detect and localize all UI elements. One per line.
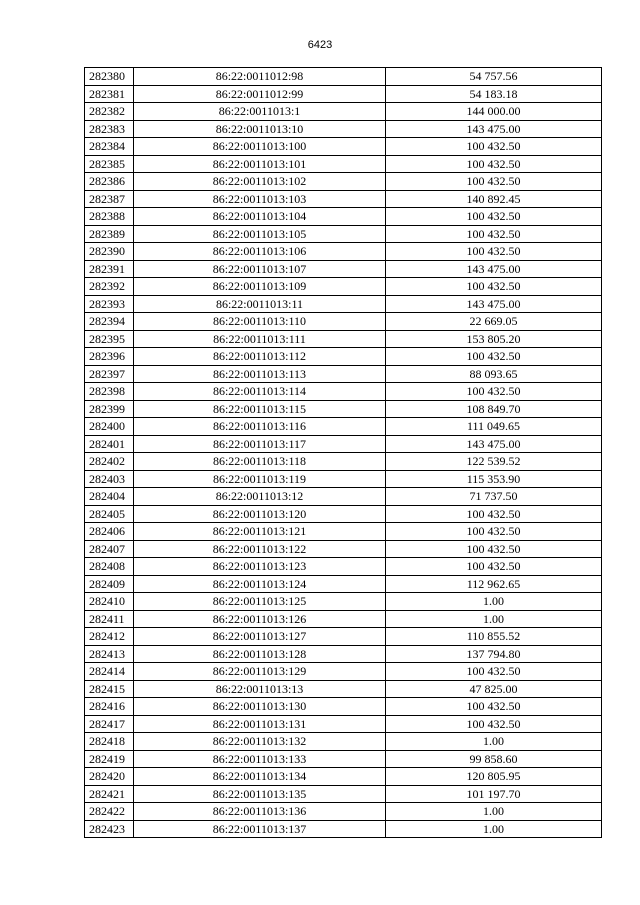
cadastral-number-cell: 86:22:0011013:106 [134,243,386,261]
value-cell: 122 539.52 [386,453,602,471]
value-cell: 143 475.00 [386,120,602,138]
table-row [85,295,602,313]
row-number-cell: 282404 [85,488,134,506]
value-cell: 143 475.00 [386,260,602,278]
table-row [85,820,602,838]
table-row [85,453,602,471]
value-cell: 153 805.20 [386,330,602,348]
row-number-cell: 282384 [85,138,134,156]
value-cell: 100 432.50 [386,243,602,261]
value-cell: 100 432.50 [386,715,602,733]
row-number-cell: 282416 [85,698,134,716]
value-cell: 100 432.50 [386,278,602,296]
cadastral-number-cell: 86:22:0011013:101 [134,155,386,173]
value-cell: 1.00 [386,610,602,628]
row-number-cell: 282411 [85,610,134,628]
value-cell: 143 475.00 [386,435,602,453]
table-row [85,330,602,348]
row-number-cell: 282398 [85,383,134,401]
value-cell: 100 432.50 [386,225,602,243]
cadastral-number-cell: 86:22:0011013:100 [134,138,386,156]
cadastral-number-cell: 86:22:0011013:121 [134,523,386,541]
table-row [85,663,602,681]
page-number: 6423 [307,39,333,51]
table-row [85,435,602,453]
value-cell: 110 855.52 [386,628,602,646]
table-body [85,68,602,838]
table-row [85,365,602,383]
row-number-cell: 282400 [85,418,134,436]
value-cell: 144 000.00 [386,103,602,121]
row-number-cell: 282402 [85,453,134,471]
row-number-cell: 282397 [85,365,134,383]
cadastral-number-cell: 86:22:0011013:113 [134,365,386,383]
cadastral-number-cell: 86:22:0011013:115 [134,400,386,418]
row-number-cell: 282382 [85,103,134,121]
row-number-cell: 282399 [85,400,134,418]
row-number-cell: 282407 [85,540,134,558]
row-number-cell: 282422 [85,803,134,821]
table-row [85,243,602,261]
cadastral-number-cell: 86:22:0011013:12 [134,488,386,506]
table-row [85,785,602,803]
cadastral-number-cell: 86:22:0011013:125 [134,593,386,611]
row-number-cell: 282392 [85,278,134,296]
row-number-cell: 282380 [85,68,134,86]
table-row [85,120,602,138]
value-cell: 99 858.60 [386,750,602,768]
cadastral-number-cell: 86:22:0011013:134 [134,768,386,786]
table-row [85,470,602,488]
value-cell: 100 432.50 [386,505,602,523]
table-row [85,505,602,523]
cadastral-number-cell: 86:22:0011013:133 [134,750,386,768]
value-cell: 100 432.50 [386,155,602,173]
value-cell: 108 849.70 [386,400,602,418]
value-cell: 1.00 [386,733,602,751]
table-row [85,488,602,506]
cadastral-number-cell: 86:22:0011013:128 [134,645,386,663]
value-cell: 100 432.50 [386,698,602,716]
value-cell: 47 825.00 [386,680,602,698]
row-number-cell: 282423 [85,820,134,838]
cadastral-number-cell: 86:22:0011013:103 [134,190,386,208]
value-cell: 1.00 [386,593,602,611]
value-cell: 100 432.50 [386,348,602,366]
row-number-cell: 282389 [85,225,134,243]
row-number-cell: 282393 [85,295,134,313]
row-number-cell: 282409 [85,575,134,593]
table-row [85,278,602,296]
cadastral-number-cell: 86:22:0011013:117 [134,435,386,453]
value-cell: 100 432.50 [386,208,602,226]
table-row [85,383,602,401]
cadastral-number-cell: 86:22:0011012:98 [134,68,386,86]
cadastral-number-cell: 86:22:0011013:116 [134,418,386,436]
row-number-cell: 282406 [85,523,134,541]
cadastral-number-cell: 86:22:0011013:130 [134,698,386,716]
row-number-cell: 282408 [85,558,134,576]
row-number-cell: 282395 [85,330,134,348]
row-number-cell: 282418 [85,733,134,751]
table-row [85,680,602,698]
table-row [85,103,602,121]
cadastral-number-cell: 86:22:0011013:1 [134,103,386,121]
row-number-cell: 282417 [85,715,134,733]
table-row [85,523,602,541]
value-cell: 137 794.80 [386,645,602,663]
cadastral-number-cell: 86:22:0011013:137 [134,820,386,838]
value-cell: 100 432.50 [386,173,602,191]
row-number-cell: 282421 [85,785,134,803]
table-row [85,208,602,226]
cadastral-number-cell: 86:22:0011013:132 [134,733,386,751]
cadastral-number-cell: 86:22:0011013:112 [134,348,386,366]
value-cell: 1.00 [386,803,602,821]
table-row [85,348,602,366]
cadastral-number-cell: 86:22:0011013:102 [134,173,386,191]
table-row [85,715,602,733]
value-cell: 22 669.05 [386,313,602,331]
row-number-cell: 282396 [85,348,134,366]
row-number-cell: 282405 [85,505,134,523]
cadastral-number-cell: 86:22:0011013:110 [134,313,386,331]
value-cell: 115 353.90 [386,470,602,488]
cadastral-number-cell: 86:22:0011013:120 [134,505,386,523]
row-number-cell: 282381 [85,85,134,103]
table-row [85,225,602,243]
cadastral-number-cell: 86:22:0011013:107 [134,260,386,278]
table-row [85,628,602,646]
row-number-cell: 282385 [85,155,134,173]
value-cell: 111 049.65 [386,418,602,436]
value-cell: 71 737.50 [386,488,602,506]
row-number-cell: 282386 [85,173,134,191]
registry-table [84,67,602,838]
cadastral-number-cell: 86:22:0011013:104 [134,208,386,226]
cadastral-number-cell: 86:22:0011012:99 [134,85,386,103]
value-cell: 88 093.65 [386,365,602,383]
row-number-cell: 282415 [85,680,134,698]
cadastral-number-cell: 86:22:0011013:118 [134,453,386,471]
table-row [85,698,602,716]
value-cell: 100 432.50 [386,383,602,401]
value-cell: 1.00 [386,820,602,838]
row-number-cell: 282390 [85,243,134,261]
value-cell: 143 475.00 [386,295,602,313]
table-row [85,733,602,751]
cadastral-number-cell: 86:22:0011013:135 [134,785,386,803]
table-row [85,260,602,278]
row-number-cell: 282387 [85,190,134,208]
table-row [85,138,602,156]
table-row [85,190,602,208]
cadastral-number-cell: 86:22:0011013:124 [134,575,386,593]
row-number-cell: 282413 [85,645,134,663]
table-row [85,85,602,103]
table-row [85,750,602,768]
table-row [85,803,602,821]
row-number-cell: 282394 [85,313,134,331]
table-row [85,768,602,786]
cadastral-number-cell: 86:22:0011013:136 [134,803,386,821]
row-number-cell: 282420 [85,768,134,786]
table-row [85,610,602,628]
value-cell: 140 892.45 [386,190,602,208]
cadastral-number-cell: 86:22:0011013:119 [134,470,386,488]
table-row [85,593,602,611]
table-row [85,313,602,331]
value-cell: 100 432.50 [386,523,602,541]
value-cell: 101 197.70 [386,785,602,803]
cadastral-number-cell: 86:22:0011013:13 [134,680,386,698]
table-row [85,68,602,86]
row-number-cell: 282410 [85,593,134,611]
cadastral-number-cell: 86:22:0011013:126 [134,610,386,628]
cadastral-number-cell: 86:22:0011013:123 [134,558,386,576]
cadastral-number-cell: 86:22:0011013:111 [134,330,386,348]
row-number-cell: 282412 [85,628,134,646]
row-number-cell: 282419 [85,750,134,768]
value-cell: 112 962.65 [386,575,602,593]
cadastral-number-cell: 86:22:0011013:10 [134,120,386,138]
cadastral-number-cell: 86:22:0011013:131 [134,715,386,733]
row-number-cell: 282388 [85,208,134,226]
row-number-cell: 282383 [85,120,134,138]
value-cell: 54 757.56 [386,68,602,86]
table-row [85,418,602,436]
table-row [85,558,602,576]
cadastral-number-cell: 86:22:0011013:105 [134,225,386,243]
row-number-cell: 282403 [85,470,134,488]
value-cell: 100 432.50 [386,138,602,156]
value-cell: 100 432.50 [386,540,602,558]
row-number-cell: 282414 [85,663,134,681]
table-row [85,173,602,191]
table-row [85,400,602,418]
cadastral-number-cell: 86:22:0011013:129 [134,663,386,681]
cadastral-number-cell: 86:22:0011013:11 [134,295,386,313]
row-number-cell: 282391 [85,260,134,278]
table-row [85,645,602,663]
value-cell: 120 805.95 [386,768,602,786]
value-cell: 100 432.50 [386,663,602,681]
cadastral-number-cell: 86:22:0011013:122 [134,540,386,558]
cadastral-number-cell: 86:22:0011013:109 [134,278,386,296]
value-cell: 100 432.50 [386,558,602,576]
cadastral-number-cell: 86:22:0011013:127 [134,628,386,646]
table-row [85,155,602,173]
value-cell: 54 183.18 [386,85,602,103]
cadastral-number-cell: 86:22:0011013:114 [134,383,386,401]
table-row [85,575,602,593]
row-number-cell: 282401 [85,435,134,453]
table-row [85,540,602,558]
